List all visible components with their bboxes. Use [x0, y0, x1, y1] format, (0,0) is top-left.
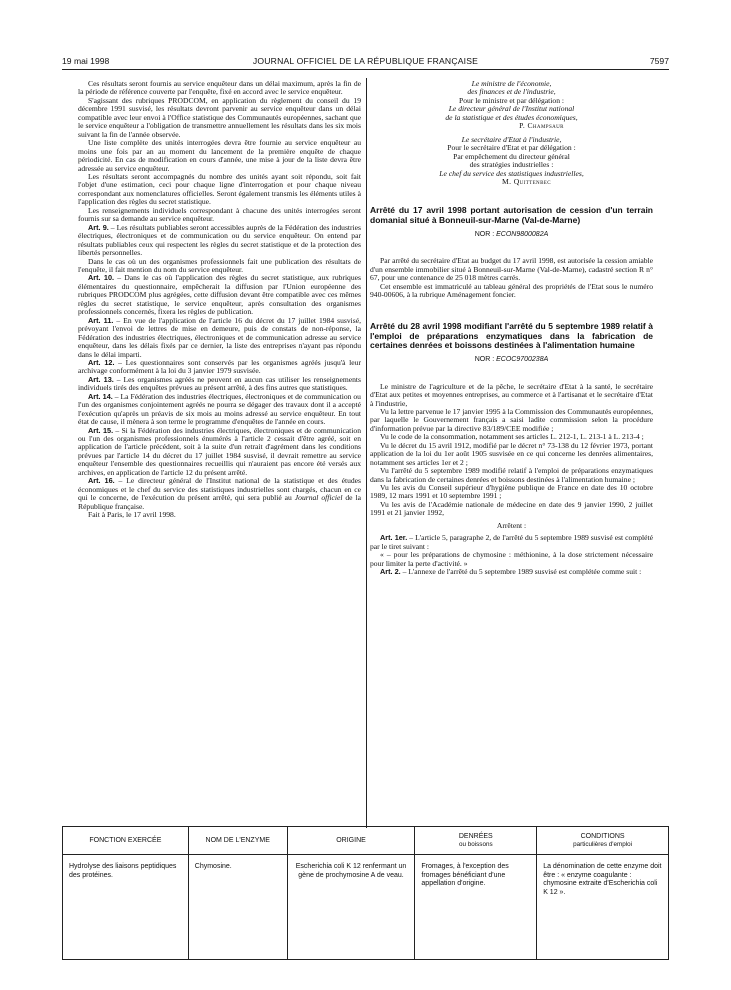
nor-reference-2: NOR : ECOC9700238A — [474, 356, 549, 364]
table-cell: Escherichia coli K 12 renfermant un gène de prochymosine A de veau. — [287, 855, 415, 960]
paragraph: Une liste complète des unités interrogées devra être fournie au service enquêteur au moins une fois par an au moment du lancement de la première enquête de chaque périodicité. En cas de modification en cours d'année, une mise à jour de la liste devra être adressée au service enquêteur. — [78, 138, 361, 173]
article-11: Art. 11. – En vue de l'application de l'article 16 du décret du 17 juillet 1984 susvisé, prévoyant l'envoi de lettres de mise en demeure, puis de constats de non-réponse, la Fédération des industries électriques, électroniques et de communication adresse au service enquêteur, dans les délais fixés par ce dernier, la liste des entreprises n'ayant pas répondu dans le délai imparti. — [78, 315, 361, 359]
arretent: Arrêtent : — [496, 520, 527, 530]
article-14: Art. 14. – La Fédération des industries électriques, électroniques et de communication ou l'un des organismes conjointement agréés ne pourra se dégager des travaux dont il a accepté l'exécution qu'après un préavis de six mois au moins adressé au service enquêteur. En tout état de cause, il mènera à son terme le programme d'enquêtes de l'année en cours. — [78, 391, 361, 427]
article-label: Art. 12. — [88, 357, 115, 367]
paragraph: Vu le décret du 15 avril 1912, modifié par le décret n° 73-138 du 12 février 1973, portant application de la loi du 1er août 1905 susvisée en ce qui concerne les denrées alimentaires, notamment ses articles 1er et 2 ; — [370, 440, 653, 467]
article-label: Art. 14. — [88, 391, 113, 401]
quoted-amendment: « – pour les préparations de chymosine : méthionine, à la dose strictement nécessaire pour limiter la perte d'activité. » — [370, 550, 653, 568]
decree-title-1: Arrêté du 17 avril 1998 portant autorisation de cession d'un terrain domanial situé à Bonneuil-sur-Marne (Val-de-Marne) — [370, 205, 653, 226]
article-label: Art. 9. — [88, 222, 109, 232]
table-cell: La dénomination de cette enzyme doit être : « enzyme coagulante : chymosine extraite d'Escherichia coli K 12 ». — [537, 855, 669, 960]
article-2: Art. 2. – L'annexe de l'arrêté du 5 septembre 1989 susvisé est complétée comme suit : — [380, 567, 642, 577]
signatory-name: P. Champsaur — [519, 121, 564, 131]
decree-title-2: Arrêté du 28 avril 1998 modifiant l'arrêté du 5 septembre 1989 relatif à l'emploi de préparations enzymatiques dans la fabrication de certaines denrées et boissons destinées à l'alimentation humaine — [370, 320, 653, 351]
article-label: Art. 2. — [380, 567, 401, 577]
table-row — [63, 855, 669, 960]
signature-block-2: Le secrétaire d'Etat à l'industrie, Pour le secrétaire d'Etat et par délégation : Par empêchement du directeur général des stratégies industrielles : Le chef du service des statistiques industrielles, M. Quittenbec — [370, 136, 653, 187]
article-12: Art. 12. – Les questionnaires sont conservés par les organismes agréés jusqu'à leur archivage conformément à la loi du 3 janvier 1979 susvisée. — [78, 357, 361, 376]
article-13: Art. 13. – Les organismes agréés ne peuvent en aucun cas utiliser les renseignements individuels tirés des enquêtes prévues au présent arrêté, à des fins autres que statistiques. — [78, 374, 361, 393]
column-separator — [366, 78, 367, 828]
table-header-row — [63, 827, 669, 855]
paragraph: Le ministre de l'agriculture et de la pêche, le secrétaire d'Etat à la santé, le secrétaire d'Etat aux petites et moyennes entreprises, au commerce et à l'artisanat et le secrétaire d'Etat à l'industrie, — [370, 381, 653, 408]
journal-officiel: Journal officiel — [294, 493, 343, 503]
article-16: Art. 16. – Le directeur général de l'Institut national de la statistique et des études économiques et le chef du service des statistiques industrielles sont chargés, chacun en ce qui le concerne, de l'exécution du présent arrêté, qui sera publié au Journal officiel de la République française. — [78, 476, 361, 511]
article-label: Art. 16. — [88, 476, 115, 486]
table-cell: Hydrolyse des liaisons peptidiques des protéines. — [63, 855, 189, 960]
column-header: ORIGINE — [287, 827, 415, 855]
paragraph: Vu la lettre parvenue le 17 janvier 1995 à la Commission des Communautés européennes, par laquelle le Gouvernement français a saisi ladite commission selon la procédure d'information prévue par la directive 83/189/CEE modifiée ; — [370, 406, 653, 433]
article-label: Art. 13. — [88, 374, 114, 384]
column-header: CONDITIONS particulières d'emploi — [537, 827, 669, 855]
enzyme-table — [62, 826, 669, 960]
signature-block-1: Le ministre de l'économie, des finances et de l'industrie, Pour le ministre et par délégation : Le directeur général de l'Institut national de la statistique et des études économiques, P. Champsaur — [370, 80, 653, 131]
date-line: Fait à Paris, le 17 avril 1998. — [88, 510, 176, 520]
header-page-number: 7597 — [649, 56, 669, 66]
column-header: FONCTION EXERCÉE — [63, 827, 189, 855]
paragraph: Vu les avis du Conseil supérieur d'hygiène publique de France en date des 10 octobre 1989, 12 mars 1991 et 10 septembre 1991 ; — [370, 483, 653, 501]
paragraph: Cet ensemble est immatriculé au tableau général des propriétés de l'Etat sous le numéro 940-00606, à la rubrique Aménagement foncier. — [370, 281, 653, 300]
article-label: Art. 10. — [88, 273, 115, 283]
left-column — [78, 80, 361, 520]
article-15: Art. 15. – Si la Fédération des industries électriques, électroniques et de communication ou l'un des organismes professionnels énumérés à l'article 2 cessait d'être agréé, soit en application de l'article précédent, soit à la suite d'un retrait d'agrément dans les conditions prévues par l'article 14 du décret du 17 juillet 1984 susvisé, il devrait remettre au service enquêteur l'ensemble des questionnaires recueillis qui n'auraient pas encore été versés aux archives, en application de l'article 12 du présent arrêté. — [78, 425, 361, 477]
nor-reference-1: NOR : ECON9800082A — [474, 231, 549, 239]
paragraph: Par arrêté du secrétaire d'Etat au budget du 17 avril 1998, est autorisée la cession amiable d'un ensemble immobilier situé à Bonneuil-sur-Marne (Val-de-Marne), cadastré section R n° 67, pour une contenance de 25 018 mètres carrés. — [370, 256, 653, 283]
right-column — [370, 80, 653, 577]
column-header: DENRÉES ou boissons — [415, 827, 537, 855]
header-journal-title: JOURNAL OFFICIEL DE LA RÉPUBLIQUE FRANÇAISE — [252, 56, 479, 66]
article-10: Art. 10. – Dans le cas où l'application des règles du secret statistique, aux rubriques élémentaires du questionnaire, empêcherait la diffusion par l'Union européenne des rubriques PRODCOM plus agrégées, cette diffusion devant être compatible avec ces mêmes règles du secret statistique, le service enquêteur, après consultation des organismes professionnels concernés, fixera les règles de publication. — [78, 273, 361, 317]
article-label: Art. 1er. — [380, 533, 408, 543]
paragraph: Ces résultats seront fournis au service enquêteur dans un délai maximum, après la fin de la période de référence couverte par l'enquête, fixé en accord avec le service enquêteur. — [78, 79, 361, 97]
article-9: Art. 9. – Les résultats publiables seront accessibles auprès de la Fédération des industries électriques, électroniques et de communication ou du service enquêteur. On entend par résultats publiables ceux qui respectent les règles du secret statistique et de la protection des libertés personnelles. — [78, 222, 361, 258]
paragraph: Les résultats seront accompagnés du nombre des unités ayant soit répondu, soit fait l'objet d'une estimation, ceci pour chaque ligne d'interrogation et pour chaque niveau correspondant aux nomenclatures officielles. Seront également transmis les éléments utiles à l'application des règles du secret statistique. — [78, 171, 361, 207]
header-rule — [62, 69, 669, 70]
paragraph: S'agissant des rubriques PRODCOM, en application du règlement du conseil du 19 décembre 1991 susvisé, les résultats devront parvenir au service enquêteur dans un délai compatible avec leur envoi à l'Office statistique des Communautés européennes, sachant que le service enquêteur a l'obligation de transmettre annuellement les résultats dans les six mois suivant la fin de l'année observée. — [78, 95, 361, 139]
signatory-name: M. Quittenbec — [501, 176, 551, 186]
paragraph: Les renseignements individuels correspondant à chacune des unités interrogées seront fournis sur sa demande au service enquêteur. — [78, 205, 361, 224]
paragraph: Dans le cas où un des organismes professionnels fait une publication des résultats de l'enquête, il fait mention du nom du service enquêteur. — [78, 256, 361, 274]
paragraph: Vu les avis de l'Académie nationale de médecine en date des 9 janvier 1990, 2 juillet 1991 et 21 janvier 1992, — [370, 499, 653, 518]
paragraph: Vu le code de la consommation, notamment ses articles L. 212-1, L. 213-1 à L. 213-4 ; — [380, 432, 644, 442]
page-header — [62, 56, 669, 68]
column-header: NOM DE L'ENZYME — [188, 827, 287, 855]
table-cell: Fromages, à l'exception des fromages bénéficiant d'une appellation d'origine. — [415, 855, 537, 960]
article-label: Art. 11. — [88, 315, 114, 325]
article-label: Art. 15. — [88, 425, 114, 435]
table-cell: Chymosine. — [188, 855, 287, 960]
header-date: 19 mai 1998 — [62, 56, 110, 66]
article-1: Art. 1er. – L'article 5, paragraphe 2, de l'arrêté du 5 septembre 1989 susvisé est complété par le tiret suivant : — [370, 533, 653, 551]
paragraph: Vu l'arrêté du 5 septembre 1989 modifié relatif à l'emploi de préparations enzymatiques dans la fabrication de certaines denrées et boissons destinées à l'alimentation humaine ; — [370, 466, 653, 484]
